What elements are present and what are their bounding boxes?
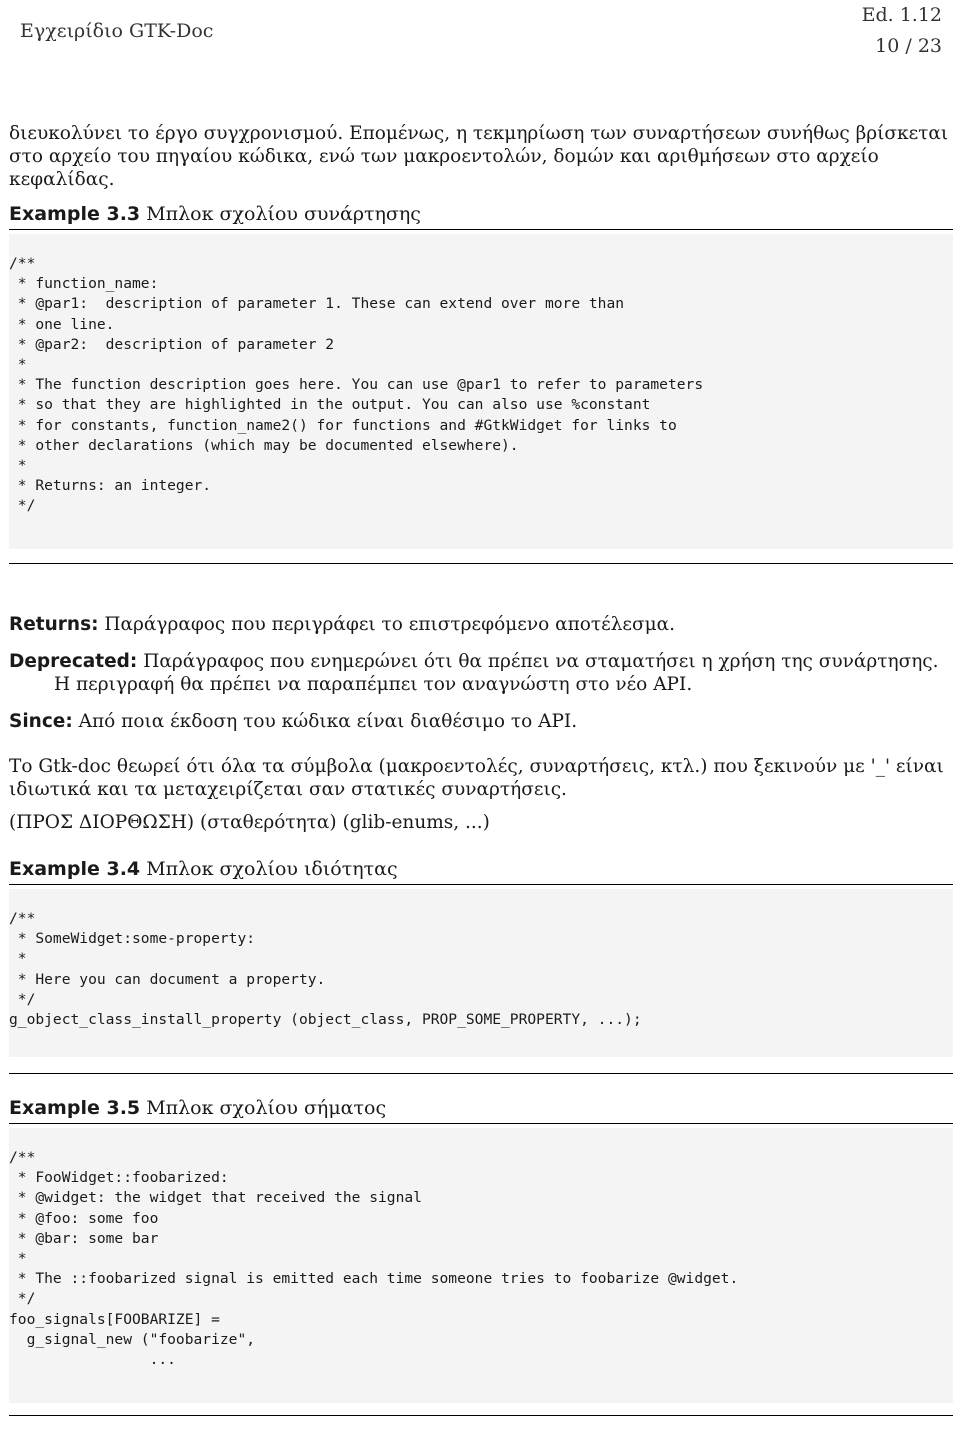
definition-returns [9,613,953,636]
example-3-3-title [9,202,953,230]
definition-deprecated [9,650,953,696]
definition-since [9,710,953,733]
definition-term: Since: [9,711,73,732]
example-end-rule [9,563,953,564]
definition-term: Returns: [9,614,99,635]
example-label: Example 3.5 [9,1097,141,1119]
example-caption: Μπλοκ σχολίου ιδιότητας [146,858,398,880]
example-caption: Μπλοκ σχολίου συνάρτησης [146,203,421,225]
code-block-signal-comment: /** * FooWidget::foobarized: * @widget: the widget that received the signal * @foo: some foo * @bar: some bar * * The ::foobarized signal is emitted each time someone tries to foobarize @widget. */ foo_signals[FOOBARIZE] = g_signal_new ("foobarize", ... [9,1128,953,1403]
page-number: 10 / 23 [875,35,942,57]
example-caption: Μπλοκ σχολίου σήματος [146,1097,387,1119]
private-symbols-paragraph: Το Gtk-doc θεωρεί ότι όλα τα σύμβολα (μακροεντολές, συναρτήσεις, κτλ.) που ξεκινούν με '_' είναι ιδιωτικά και τα μεταχειρίζεται σαν στατικές συναρτήσεις. [9,756,944,800]
edition-label: Ed. 1.12 [861,4,942,26]
example-3-5-title [9,1096,953,1124]
example-end-rule [9,1073,953,1074]
code-block-function-comment: /** * function_name: * @par1: description of parameter 1. These can extend over more than * one line. * @par2: description of parameter 2 * * The function description goes here. You can use @par1 to refer to parameters * so that they are highlighted in the output. You can also use %constant * for constants, function_name2() for functions and #GtkWidget for links to * other declarations (which may be documented elsewhere). * * Returns: an integer. */ [9,234,953,549]
intro-paragraph: διευκολύνει το έργο συγχρονισμού. Επομένως, η τεκμηρίωση των συναρτήσεων συνήθως βρίσκεται στο αρχείο του πηγαίου κώδικα, ενώ των μακροεντολών, δομών και αριθμήσεων στο αρχείο κεφαλίδας. [9,123,949,190]
fixme-paragraph: (ΠΡΟΣ ΔΙΟΡΘΩΣΗ) (σταθερότητα) (glib-enums, ...) [9,812,490,833]
example-3-4-title [9,857,953,885]
definition-list [9,613,953,733]
code-block-property-comment: /** * SomeWidget:some-property: * * Here you can document a property. */ g_object_class_install_property (object_class, PROP_SOME_PROPERTY, ...); [9,889,953,1057]
definition-term: Deprecated: [9,651,138,672]
document-title: Εγχειρίδιο GTK-Doc [20,20,214,42]
page-header-info [862,0,942,62]
example-end-rule [9,1415,953,1416]
example-label: Example 3.3 [9,203,141,225]
definition-text: Παράγραφος που περιγράφει το επιστρεφόμενο αποτέλεσμα. [104,614,676,635]
page-body [9,122,953,1416]
definition-text: Παράγραφος που ενημερώνει ότι θα πρέπει να σταματήσει η χρήση της συνάρτησης. Η περιγραφή θα πρέπει να παραπέμπει τον αναγνώστη στο νέο API. [54,651,939,695]
definition-text: Από ποια έκδοση του κώδικα είναι διαθέσιμο το API. [78,711,578,732]
example-label: Example 3.4 [9,858,141,880]
